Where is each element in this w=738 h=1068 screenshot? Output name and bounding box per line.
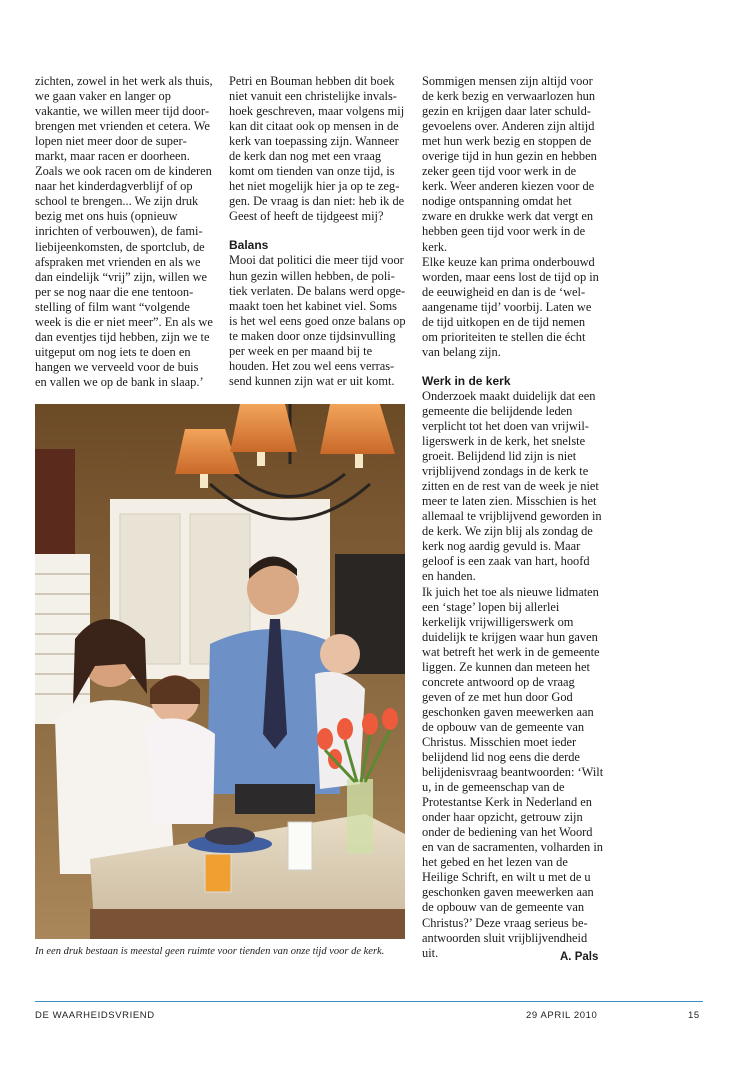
- column-1: [35, 74, 213, 390]
- section-heading-werk-in-de-kerk: Werk in de kerk: [422, 373, 511, 388]
- column-2: [229, 74, 407, 389]
- paragraph: Onderzoek maakt duidelijk dat een gemeente die belijdende leden verplicht tot het doen van vrijwilligerswerk in de kerk, het snelste groeit. Belijdend lid zijn is niet vrijblijvend zondags in de kerk te zitten en de rest van de week je niet meer te laten zien. Misschien is het allemaal te vrijblijvend geworden in de kerk. We zijn blij als zondag de kerk nog aardig gevuld is. Maar geloof is een zaak van hart, hoofd en handen.: [422, 388, 602, 584]
- section-heading-balans: Balans: [229, 238, 269, 253]
- family-kitchen-photo: [35, 404, 405, 939]
- paragraph: Ik juich het toe als nieuwe lidmaten een ‘stage’ lopen bij allerlei kerkelijk vrijwilligerswerk om duidelijk te krijgen waar hun gaven wat betreft het werk in de gemeente liggen. Ze kunnen dan meteen het concrete antwoord op de vraag geven of ze met hun door God geschonken gaven meewerken aan de opbouw van de gemeente van Christus. Misschien moet ieder belijdend lid nog eens die derde belijdenisvraag beantwoorden: ‘Wilt u, in de gemeenschap van de Protestantse Kerk in Nederland en onder haar opzicht, getrouw zijn onder de bediening van het Woord en van de sacramenten, volharden in het gebed en het lezen van de Heilige Schrift, en wilt u met de u geschonken gaven meewerken aan de opbouw van de gemeente van Christus?’ Deze vraag serieus beantwoorden sluit vrijblijvendheid uit.: [422, 584, 604, 960]
- paragraph: Sommigen mensen zijn altijd voor de kerk bezig en verwaarlozen hun gezin en krijgen daar later schuldgevoelens over. Anderen zijn altijd met hun werk bezig en stoppen de overige tijd in hun gezin en hebben zeker geen tijd voor werk in de kerk. Weer anderen kiezen voor de nodige ontspanning omdat het zware en drukke werk dat vergt en hebben geen tijd voor werk in de kerk.: [422, 74, 597, 254]
- footer-divider: [35, 1001, 703, 1002]
- paragraph: Elke keuze kan prima onderbouwd worden, maar eens lost de tijd op in de eeuwigheid en dan is de ‘welaangename tijd’ voorbij. Laten we de tijd uitkopen en de tijd nemen om prioriteiten te stellen die écht van belang zijn.: [422, 254, 599, 359]
- photo-caption: In een druk bestaan is meestal geen ruimte voor tienden van onze tijd voor de kerk.: [35, 946, 385, 957]
- paragraph: Mooi dat politici die meer tijd voor hun gezin willen hebben, de politiek verlaten. De balans werd opgemaakt toen het kabinet viel. Soms is het wel eens goed onze balans op te maken door onze tijdsinvulling per week en per maand bij te houden. Het zou wel eens verrassend kunnen zijn wat er uit komt.: [229, 253, 406, 388]
- author-name: A. Pals: [560, 951, 599, 963]
- footer-page-number: 15: [688, 1010, 700, 1021]
- paragraph: Petri en Bouman hebben dit boek niet vanuit een christelijke invalshoek geschreven, maar volgens mij kan dit citaat ook op mensen in de kerk van toepassing zijn. Wanneer de kerk dan nog met een vraag komt om tienden van onze tijd, is het niet mogelijk hier ja op te zeggen. De vraag is dan niet: heb ik de Geest of heeft de tijdgeest mij?: [229, 74, 405, 224]
- column-3: [422, 74, 604, 961]
- footer-magazine-name: DE WAARHEIDSVRIEND: [35, 1010, 155, 1021]
- paragraph: zichten, zowel in het werk als thuis, we gaan vaker en langer op vakantie, we willen meer tijd doorbrengen met vrienden et cetera. We lopen niet meer door de supermarkt, maar racen er doorheen. Zoals we ook racen om de kinderen naar het kinderdagverblijf of op school te brengen... We zijn druk bezig met ons huis (opnieuw inrichten of verbouwen), de familiebijeenkomsten, de sportclub, de afspraken met vrienden en als we dan eindelijk “vrij” zijn, willen we per se nog naar die ene tentoonstelling of film want “volgende week is die er niet meer”. En als we dan eventjes tijd hebben, zijn we te uitgeput om nog iets te doen en hangen we verveeld voor de buis en vallen we op de bank in slaap.’: [35, 74, 213, 389]
- footer-date: 29 APRIL 2010: [526, 1010, 598, 1021]
